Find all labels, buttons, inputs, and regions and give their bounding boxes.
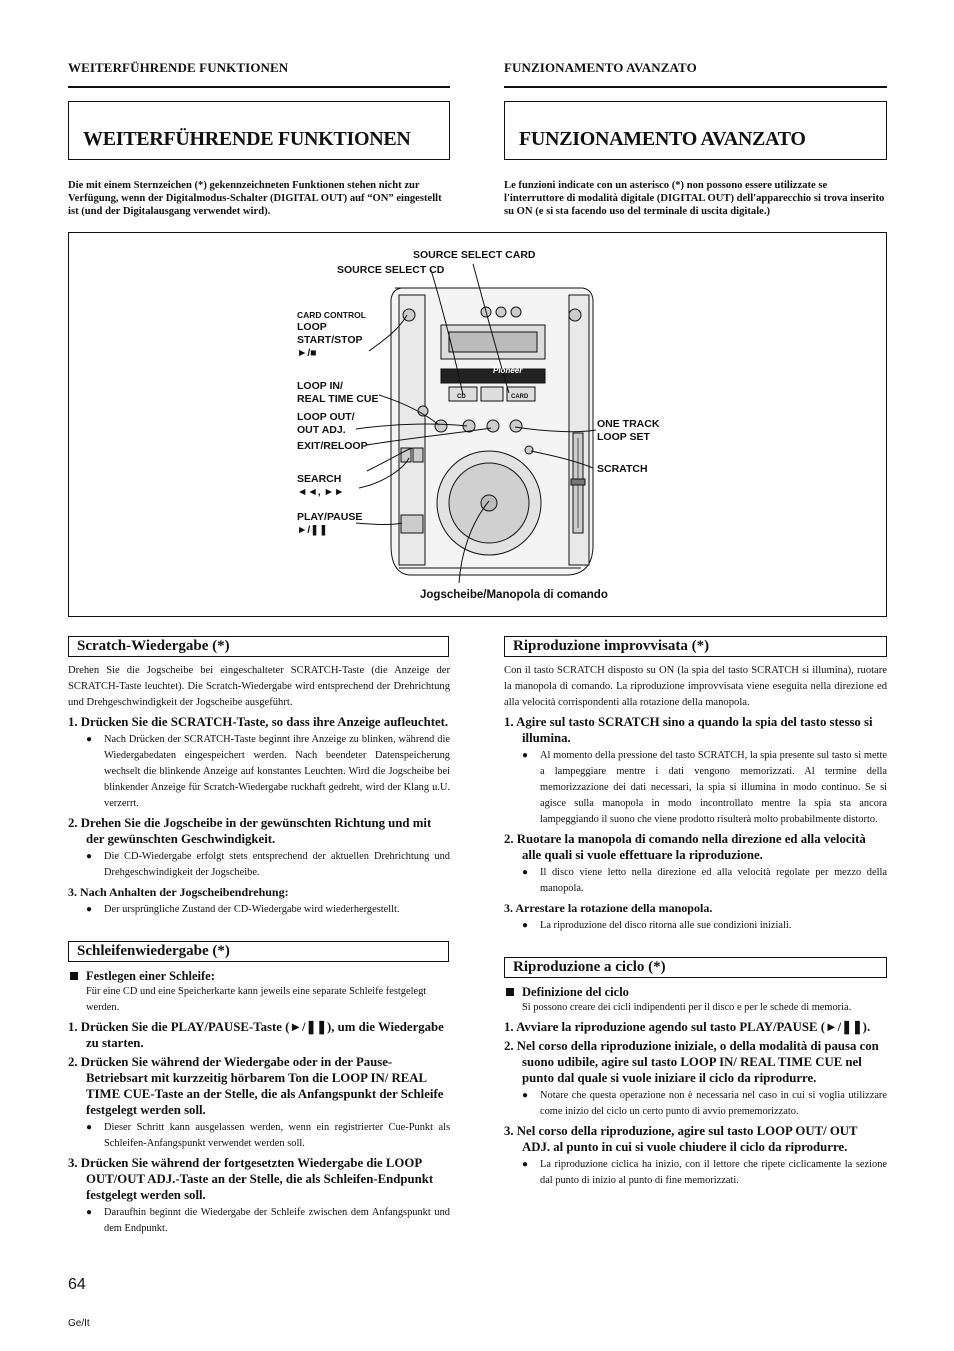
step: 3. Arrestare la rotazione della manopola. — [504, 901, 713, 915]
subheading-text: Si possono creare dei cicli indipendenti per il disco e per le schede di memoria. — [522, 1002, 852, 1013]
note: ● Al momento della pressione del tasto SCRATCH, la spia presente sul tasto si mette a lampeggiare mentre i dati vengono memorizzati. Al termine della memorizzazione dei dati necessari, la spia si illumina in modo continuo. Se si agisce sulla manopola in modo incontrollato mentre la spia sta ancora lampeggiando il suono che viene prodotto risulterà molto probabilmente distorto. — [504, 748, 887, 828]
label-loop-in: LOOP IN/ REAL TIME CUE — [297, 380, 379, 405]
page-number: 64 — [68, 1276, 86, 1293]
note: ● Notare che questa operazione non è necessaria nel caso in cui si voglia utilizzare come inizio del ciclo un certo punto di avvio prememorizzato. — [504, 1088, 887, 1120]
label-one-track-loop-set: ONE TRACK LOOP SET — [597, 418, 660, 443]
step: 2. Nel corso della riproduzione iniziale, o della modalità di pausa con suono udibile, agire sul tasto LOOP IN/ REAL TIME CUE nel punto dal quale si vuole iniziare il ciclo da riprodurre. — [504, 1039, 879, 1085]
step: 3. Nel corso della riproduzione, agire sul tasto LOOP OUT/ OUT ADJ. al punto in cui si vuole chiudere il ciclo da riprodurre. — [504, 1124, 858, 1154]
intro-left: Die mit einem Sternzeichen (*) gekennzeichneten Funktionen stehen nicht zur Verfügung, wenn der Digitalmodus-Schalter (DIGITAL OUT) auf “ON” eingestellt ist (und der Digitalausgang verwendet wird). — [68, 180, 442, 217]
step: 2. Drehen Sie die Jogscheibe in der gewünschten Richtung und mit der gewünschten Geschwindigkeit. — [68, 816, 432, 846]
page-title-left: WEITERFÜHRENDE FUNKTIONEN — [83, 128, 411, 150]
column-loop-it — [504, 980, 887, 1191]
note: ● La riproduzione ciclica ha inizio, con il lettore che ripete ciclicamente la sezione dal punto di inizio al punto di fine memorizzati. — [504, 1157, 887, 1189]
section-heading: Riproduzione improvvisata (*) — [513, 638, 710, 654]
note: ● La riproduzione del disco ritorna alle sue condizioni iniziali. — [504, 918, 887, 934]
step: 2. Ruotare la manopola di comando nella direzione ed alla velocità alle quali si vuole effettuare la riproduzione. — [504, 832, 866, 862]
title-box-right — [504, 101, 887, 160]
label-search: SEARCH ◄◄, ►► — [297, 473, 345, 498]
device-figure — [68, 232, 887, 617]
section-heading: Riproduzione a ciclo (*) — [513, 959, 666, 975]
language-code: Ge/It — [68, 1318, 90, 1329]
section-heading: Scratch-Wiedergabe (*) — [77, 638, 230, 654]
paragraph: Drehen Sie die Jogscheibe bei eingeschalteter SCRATCH-Taste (die Anzeige der SCRATCH-Taste leuchtet). Die Scratch-Wiedergabe wird entsprechend der Drehrichtung und Drehgeschwindigkeit der Jogscheibe ausgeführt. — [68, 665, 450, 708]
note: ● Der ursprüngliche Zustand der CD-Wiedergabe wird wiederhergestellt. — [68, 902, 450, 918]
label-card-control: CARD CONTROL — [297, 310, 366, 320]
title-box-left — [68, 101, 450, 160]
note: ● Nach Drücken der SCRATCH-Taste beginnt ihre Anzeige zu blinken, während die Wiedergabedaten eingespeichert werden. Nach beendeter Datenspeicherung wechselt die blinkende Anzeige auf konstantes Leuchten. Wird die Jogscheibe bei blinkender Anzeige für Scratch-Wiedergabe ruckhaft gedreht, wird der Klang u.U. verzerrt. — [68, 732, 450, 812]
label-loop-out: LOOP OUT/ OUT ADJ. — [297, 411, 355, 436]
label-play-pause: PLAY/PAUSE ►/❚❚ — [297, 511, 363, 536]
running-head-left: WEITERFÜHRENDE FUNKTIONEN — [68, 60, 289, 75]
note: ● Daraufhin beginnt die Wiedergabe der Schleife zwischen dem Anfangspunkt und dem Endpunkt. — [68, 1205, 450, 1237]
section-loop-de — [68, 941, 449, 962]
step: 3. Drücken Sie während der fortgesetzten Wiedergabe die LOOP OUT/OUT ADJ.-Taste an der Stelle, die als Schleifen-Endpunkt festgelegt werden soll. — [68, 1156, 434, 1202]
column-scratch-de — [68, 663, 450, 920]
label-exit-reloop: EXIT/RELOOP — [297, 440, 368, 452]
step: 1. Drücken Sie die PLAY/PAUSE-Taste (►/❚❚), um die Wiedergabe zu starten. — [68, 1020, 444, 1050]
column-loop-de — [68, 964, 450, 1239]
note: ● Il disco viene letto nella direzione ed alla velocità regolate per mezzo della manopola. — [504, 865, 887, 897]
label-source-select-card: SOURCE SELECT CARD — [413, 249, 536, 261]
device-cd-label: CD — [457, 394, 466, 400]
subheading: Festlegen einer Schleife: — [68, 968, 450, 984]
page-title-right: FUNZIONAMENTO AVANZATO — [519, 128, 806, 150]
device-card-label: CARD — [511, 394, 529, 400]
section-loop-it — [504, 957, 887, 978]
label-loop-start-stop: LOOP START/STOP ►/■ — [297, 321, 363, 359]
intro-right: Le funzioni indicate con un asterisco (*) non possono essere utilizzate se l'interruttore di modalità digitale (DIGITAL OUT) dell'apparecchio si trova inserito su ON (e si sta facendo uso del terminale di uscita digitale.) — [504, 180, 885, 217]
section-heading: Schleifenwiedergabe (*) — [77, 943, 230, 959]
subheading-text: Für eine CD und eine Speicherkarte kann jeweils eine separate Schleife festgelegt werden. — [86, 986, 427, 1013]
running-head-right: FUNZIONAMENTO AVANZATO — [504, 60, 697, 75]
step: 2. Drücken Sie während der Wiedergabe oder in der Pause-Betriebsart mit kurzzeitig hörbarem Ton die LOOP IN/ REAL TIME CUE-Taste an der Stelle, die als Anfangspunkt der Schleife festgelegt werden soll. — [68, 1055, 444, 1117]
label-jog-dial: Jogscheibe/Manopola di comando — [420, 589, 608, 601]
device-brand: Pioneer — [493, 366, 523, 375]
step: 3. Nach Anhalten der Jogscheibendrehung: — [68, 885, 289, 899]
cdj-device-illustration — [69, 233, 886, 616]
note: ● Die CD-Wiedergabe erfolgt stets entsprechend der aktuellen Drehrichtung und Drehgeschwindigkeit der Jogscheibe. — [68, 849, 450, 881]
note: ● Dieser Schritt kann ausgelassen werden, wenn ein registrierter Cue-Punkt als Schleifen-Anfangspunkt verwendet werden soll. — [68, 1120, 450, 1152]
step: 1. Avviare la riproduzione agendo sul tasto PLAY/PAUSE (►/❚❚). — [504, 1020, 871, 1034]
section-scratch-de — [68, 636, 449, 657]
step: 1. Agire sul tasto SCRATCH sino a quando la spia del tasto stesso si illumina. — [504, 715, 873, 745]
rule-right — [504, 86, 887, 88]
section-scratch-it — [504, 636, 887, 657]
step: 1. Drücken Sie die SCRATCH-Taste, so dass ihre Anzeige aufleuchtet. — [68, 715, 449, 729]
rule-left — [68, 86, 450, 88]
label-scratch: SCRATCH — [597, 463, 648, 475]
subheading: Definizione del ciclo — [504, 984, 887, 1000]
label-source-select-cd: SOURCE SELECT CD — [337, 264, 445, 276]
paragraph: Con il tasto SCRATCH disposto su ON (la spia del tasto SCRATCH si illumina), ruotare la manopola di comando. La riproduzione improvvisata viene eseguita nella direzione ed alla velocità corrispondenti alla rotazione della manopola. — [504, 665, 887, 708]
column-scratch-it — [504, 663, 887, 936]
